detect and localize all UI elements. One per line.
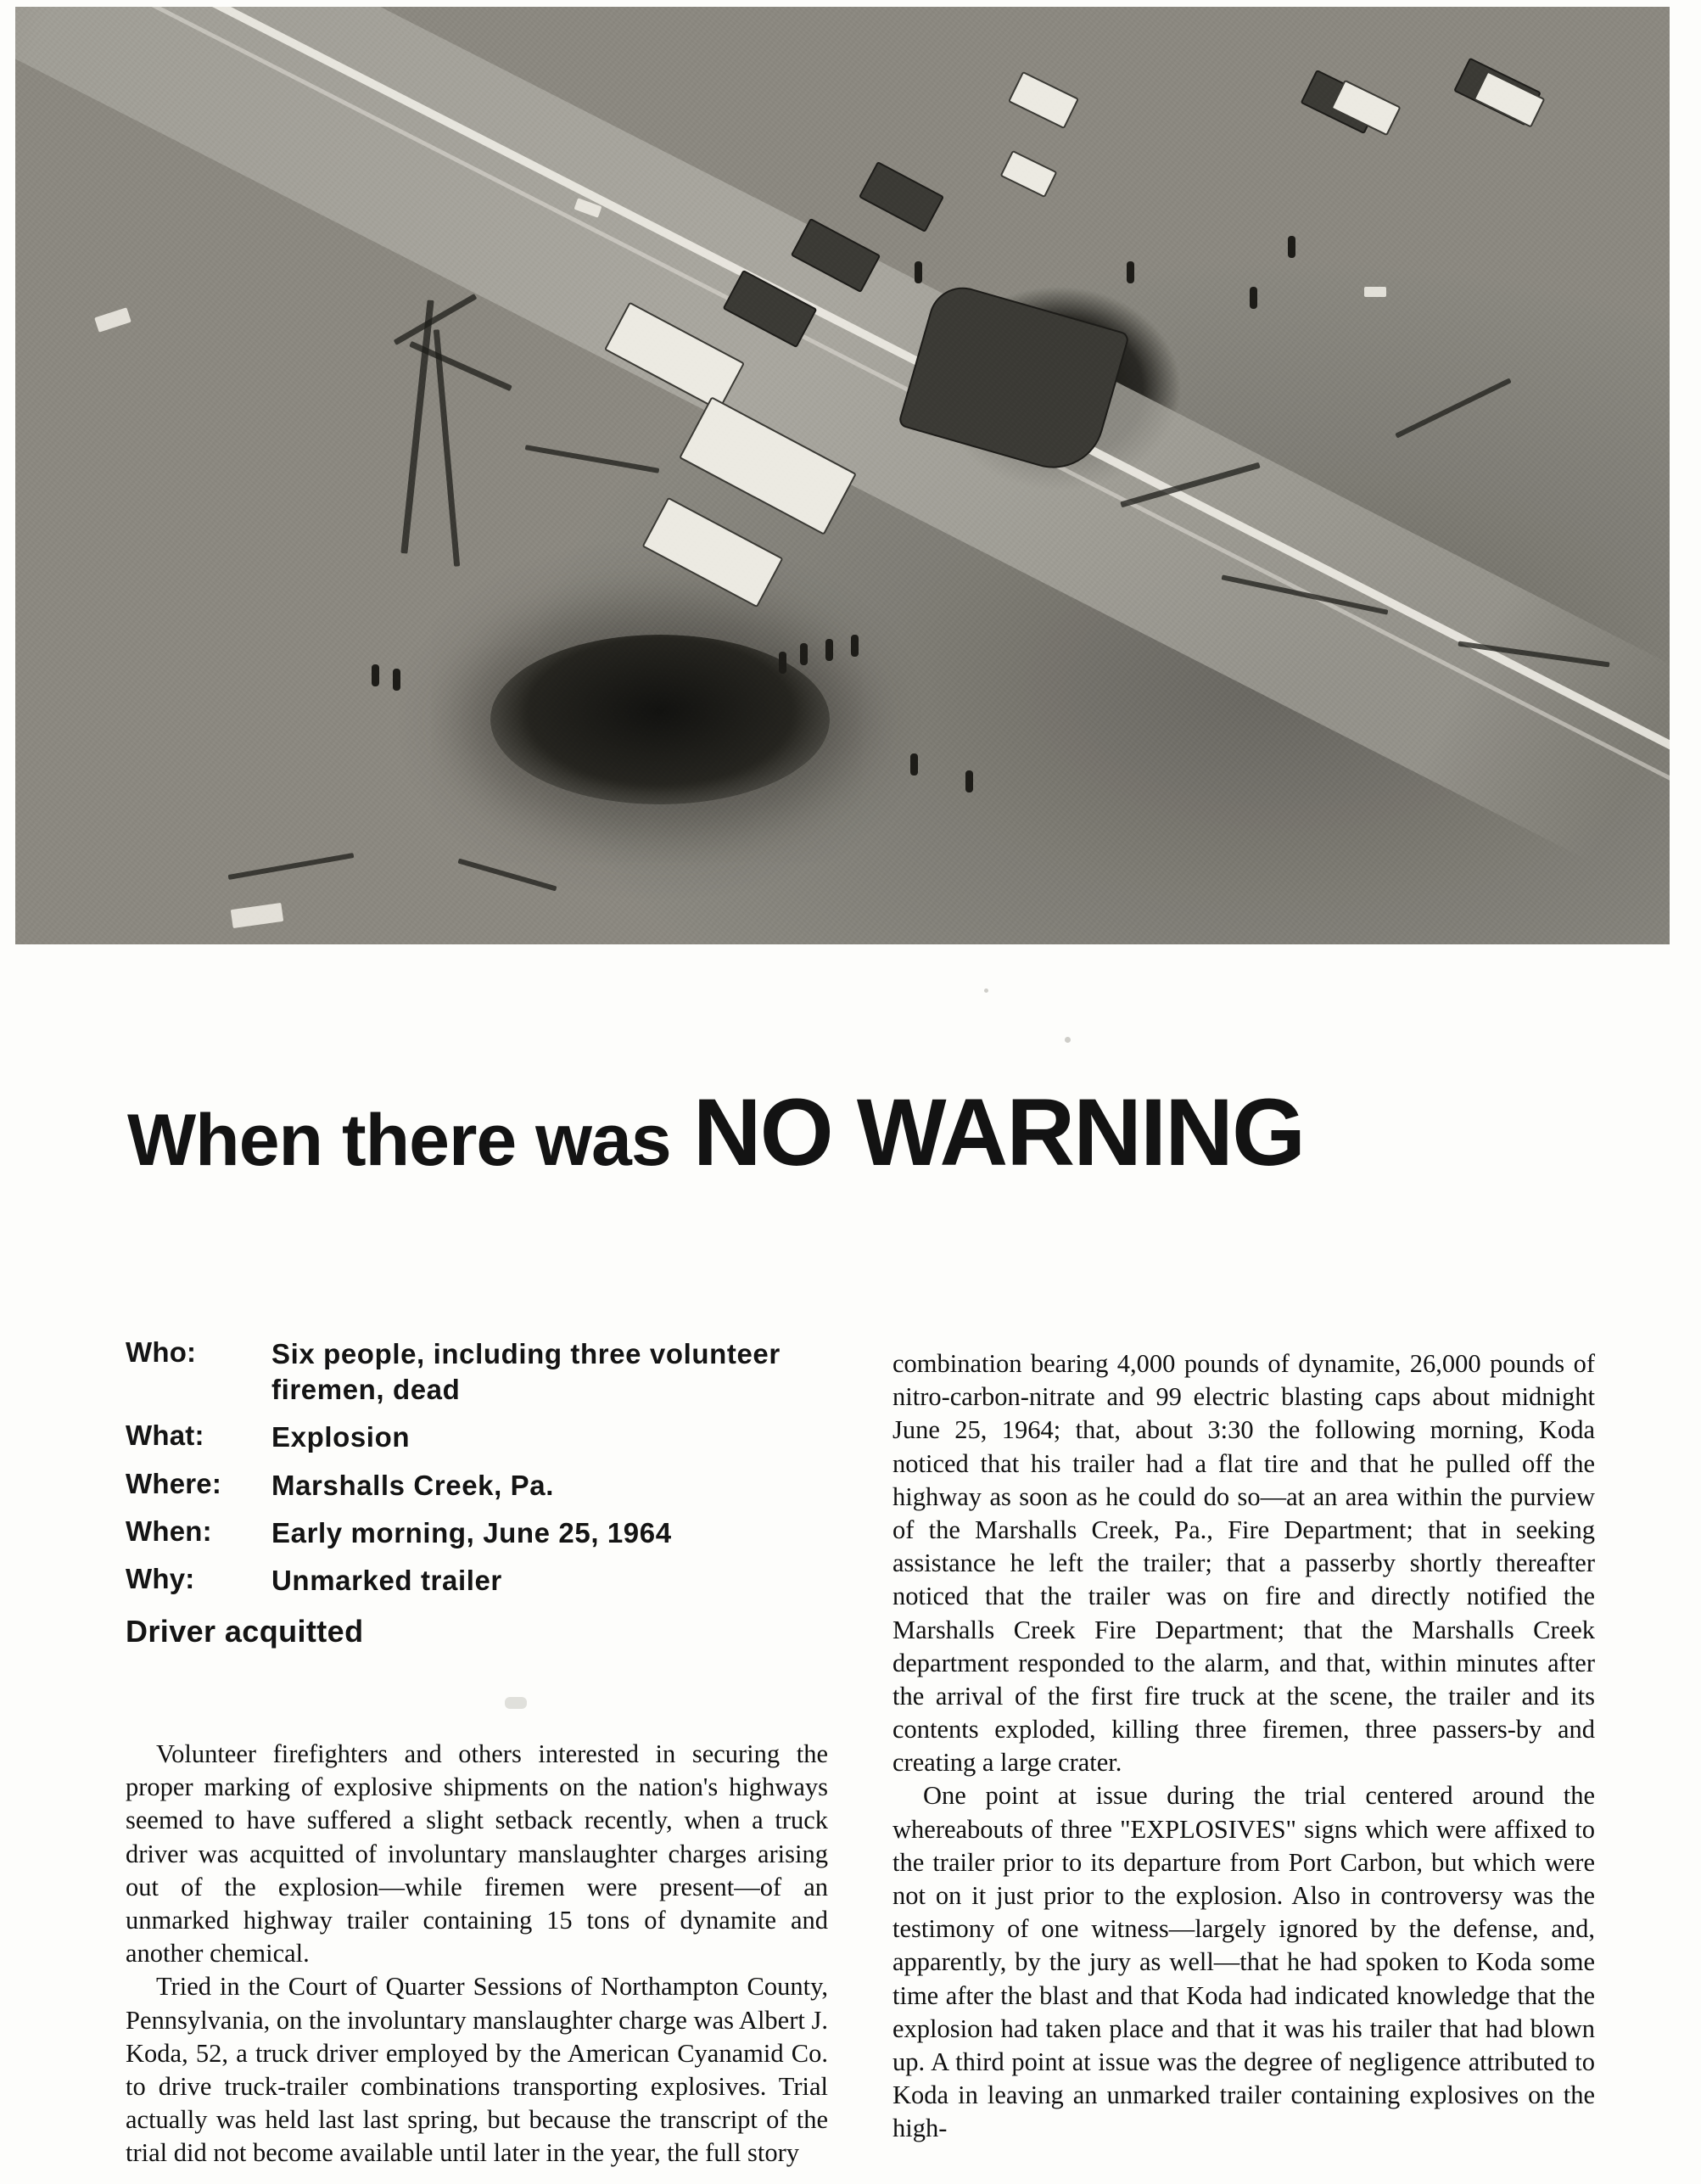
fact-list xyxy=(126,1336,830,1649)
section-subhead: Driver acquitted xyxy=(126,1614,364,1649)
paragraph: combination bearing 4,000 pounds of dynamite, 26,000 pounds of nitro-carbon-nitrate and 99 electric blasting caps about midnight June 25, 1964; that, about 3:30 the following morning, Koda noticed that his trailer had a flat tire and that he pulled off the highway as soon as he could do so—at an area within the purview of the Marshalls Creek, Pa., Fire Department; that in seeking assistance he left the trailer; that a passerby shortly thereafter noticed that the trailer was on fire and directly notified the Marshalls Creek Fire Department; that the Marshalls Creek department responded to the alarm, and that, within minutes after the arrival of the first fire truck at the scene, the trailer and its contents exploded, killing three firemen, three passers-by and creating a large crater. xyxy=(892,1349,1595,1778)
fact-row-where xyxy=(126,1468,830,1504)
paragraph: One point at issue during the trial centered around the whereabouts of three "EXPLOSIVES" signs which were affixed to the trailer prior to its departure from Port Carbon, but which were not on it just prior to the explosion. Also in controversy was the testimony of one witness—largely ignored by the defense, and, apparently, by the jury as well—that he had spoken to Koda some time after the blast and that Koda had indicated knowledge that the explosion had taken place and that it was his trailer that had blown up. A third point at issue was the degree of negligence attributed to Koda in leaving an unmarked trailer containing explosives on the high- xyxy=(892,1781,1595,2143)
fact-value: Unmarked trailer xyxy=(271,1565,502,1597)
photo-grain xyxy=(15,7,1670,944)
paragraph: Volunteer firefighters and others interested in securing the proper marking of explosive shipments on the nation's highways seemed to have suffered a slight setback recently, when a truck driver was acquitted of involuntary manslaughter charges arising out of the explosion—while firemen were present—of an unmarked highway trailer containing 15 tons of dynamite and another chemical. xyxy=(126,1739,828,1968)
body-column-right xyxy=(892,1347,1595,2146)
fact-label: When: xyxy=(126,1515,212,1547)
fact-row-what xyxy=(126,1420,830,1455)
page-title xyxy=(127,1078,1586,1187)
fact-value: Explosion xyxy=(271,1421,411,1453)
body-column-left xyxy=(126,1738,828,2170)
accident-scene-photo xyxy=(15,7,1670,944)
headline-heavy: NO WARNING xyxy=(692,1079,1305,1185)
fact-row-why xyxy=(126,1563,830,1599)
fact-row-who xyxy=(126,1336,830,1408)
fact-value: Early morning, June 25, 1964 xyxy=(271,1516,672,1548)
scan-speck xyxy=(984,988,988,993)
fact-value: Six people, including three volunteer firemen, dead xyxy=(271,1338,781,1406)
headline-light: When there was xyxy=(127,1100,671,1181)
fact-value: Marshalls Creek, Pa. xyxy=(271,1469,555,1501)
fact-label: What: xyxy=(126,1420,204,1452)
paragraph: Tried in the Court of Quarter Sessions of Northampton County, Pennsylvania, on the involuntary manslaughter charge was Albert J. Koda, 52, a truck driver employed by the American Cyanamid Co. to drive truck-trailer combinations transporting explosives. Trial actually was held last last spring, but because the transcript of the trial did not become available until later in the year, the full story xyxy=(126,1972,828,2168)
scan-speck xyxy=(1065,1037,1071,1043)
fact-label: Who: xyxy=(126,1336,197,1368)
fact-row-when xyxy=(126,1515,830,1551)
fact-label: Where: xyxy=(126,1467,222,1499)
scan-speck xyxy=(505,1697,527,1709)
fact-label: Why: xyxy=(126,1563,195,1595)
